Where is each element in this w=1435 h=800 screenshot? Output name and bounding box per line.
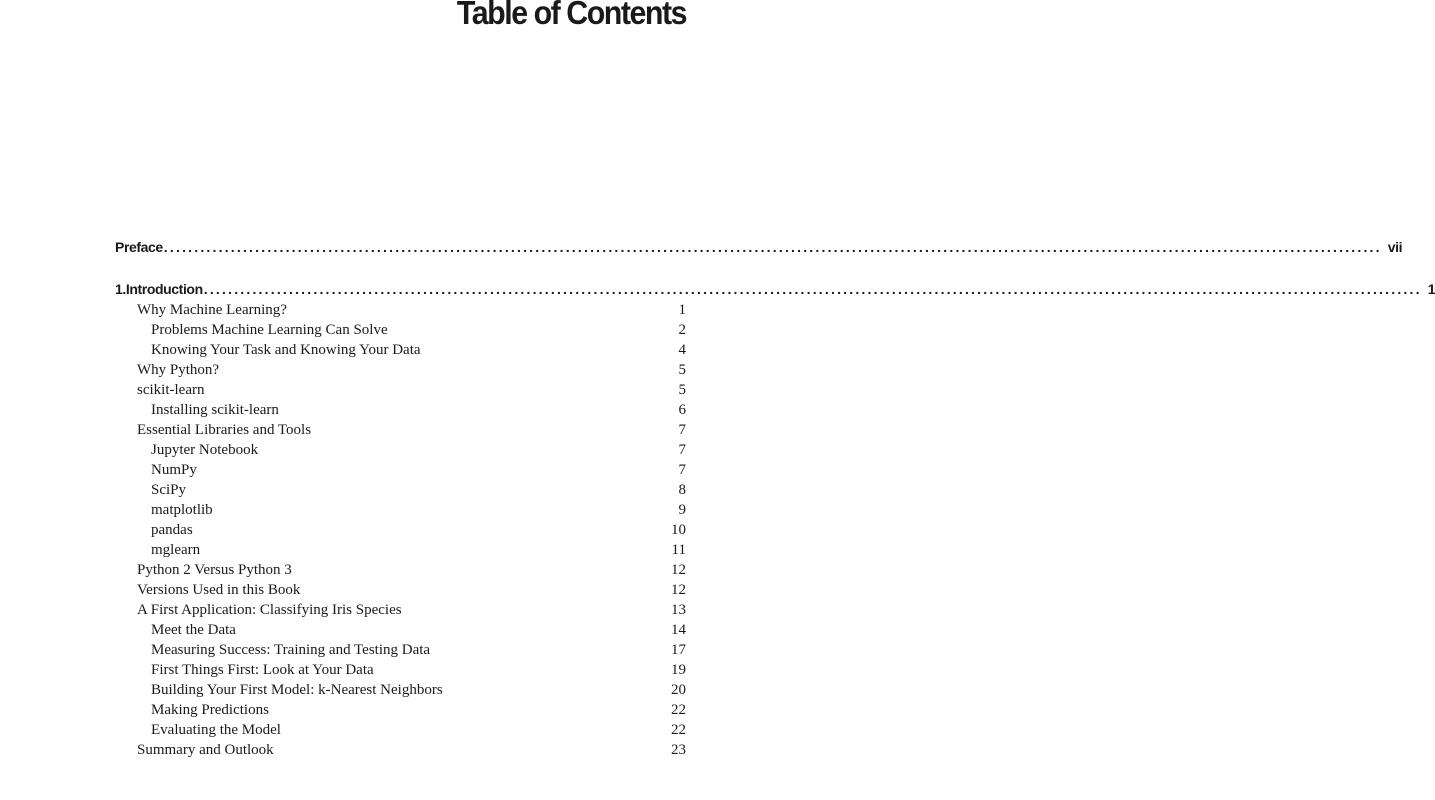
toc-entry-label: Jupyter Notebook (151, 442, 259, 458)
toc-entry-label: Problems Machine Learning Can Solve (151, 322, 388, 338)
toc-entry-page: 23 (671, 742, 686, 758)
toc-entry-label: Python 2 Versus Python 3 (137, 562, 292, 578)
toc-entry-page: vii (1387, 239, 1403, 255)
toc-entry-label: pandas (151, 522, 193, 538)
toc-entry-page: 2 (678, 322, 686, 338)
toc-entry-label: Summary and Outlook (137, 742, 274, 758)
toc-entry[interactable] (115, 600, 686, 620)
toc-entry-label: Why Python? (137, 362, 220, 378)
toc-entry[interactable] (115, 420, 686, 440)
toc-entry-label: Making Predictions (151, 702, 269, 718)
toc-entry-page: 19 (671, 662, 686, 678)
toc-entry-page: 6 (678, 402, 686, 418)
toc-entry-page: 22 (671, 722, 686, 738)
toc-entry-page: 7 (678, 422, 686, 438)
toc-entry-label: matplotlib (151, 502, 213, 518)
toc-entry[interactable] (115, 400, 686, 420)
toc-entry-page: 7 (678, 462, 686, 478)
toc-entry-page: 10 (671, 522, 686, 538)
toc-entry-label: mglearn (151, 542, 201, 558)
toc-entry-page: 14 (671, 622, 686, 638)
toc-entry-page: 7 (678, 442, 686, 458)
toc-entry[interactable] (115, 720, 686, 740)
toc-entry-page: 12 (671, 582, 686, 598)
toc-entry-preface[interactable] (115, 239, 1403, 259)
toc-entry-label: Knowing Your Task and Knowing Your Data (151, 342, 421, 358)
toc-entry[interactable] (115, 540, 686, 560)
toc-entry[interactable] (115, 380, 686, 400)
toc-entry-label: Essential Libraries and Tools (137, 422, 312, 438)
page-title: Table of Contents (456, 0, 686, 31)
dot-leader: ........................................................................................................................................................................................................ (203, 281, 1422, 297)
toc-entry-label: Evaluating the Model (151, 722, 281, 738)
toc-entry-page: 1 (1427, 281, 1435, 297)
toc-section-list (115, 300, 686, 760)
toc-entry[interactable] (115, 580, 686, 600)
dot-leader: ........................................................................................................................................................................................................ (163, 239, 1382, 255)
toc-entry-page: 5 (678, 362, 686, 378)
toc-entry[interactable] (115, 640, 686, 660)
chapter-number: 1. (115, 281, 126, 297)
toc-entry-page: 12 (671, 562, 686, 578)
toc-entry-label: SciPy (151, 482, 187, 498)
toc-entry-page: 13 (671, 602, 686, 618)
toc-entry[interactable] (115, 660, 686, 680)
toc-entry-page: 9 (678, 502, 686, 518)
toc-entry[interactable] (115, 680, 686, 700)
toc-entry-chapter-1[interactable] (115, 281, 1435, 301)
toc-entry-label: Why Machine Learning? (137, 302, 287, 318)
toc-entry[interactable] (115, 440, 686, 460)
toc-entry-label: Versions Used in this Book (137, 582, 301, 598)
toc-entry-label: scikit-learn (137, 382, 205, 398)
toc-entry[interactable] (115, 740, 686, 760)
toc-entry-label: First Things First: Look at Your Data (151, 662, 374, 678)
toc-entry-page: 22 (671, 702, 686, 718)
toc-entry[interactable] (115, 480, 686, 500)
toc-entry[interactable] (115, 340, 686, 360)
toc-entry-label: Installing scikit-learn (151, 402, 279, 418)
toc-entry-label: Meet the Data (151, 622, 236, 638)
toc-entry[interactable] (115, 300, 686, 320)
toc-entry-page: 20 (671, 682, 686, 698)
toc-entry[interactable] (115, 460, 686, 480)
toc-entry-label: A First Application: Classifying Iris Species (137, 602, 402, 618)
toc-entry-page: 8 (678, 482, 686, 498)
toc-entry[interactable] (115, 560, 686, 580)
toc-entry-label: Introduction (125, 281, 203, 297)
toc-entry-label: NumPy (151, 462, 197, 478)
toc-entry[interactable] (115, 320, 686, 340)
toc-entry[interactable] (115, 520, 686, 540)
toc-entry-label: Building Your First Model: k-Nearest Neighbors (151, 682, 443, 698)
toc-entry-page: 1 (678, 302, 686, 318)
toc-entry-page: 17 (671, 642, 686, 658)
toc-entry[interactable] (115, 700, 686, 720)
toc-entry-page: 11 (671, 542, 686, 558)
toc-entry[interactable] (115, 620, 686, 640)
toc-entry-page: 4 (678, 342, 686, 358)
toc-entry[interactable] (115, 360, 686, 380)
toc-entry-label: Preface (115, 239, 163, 255)
toc-entry-page: 5 (678, 382, 686, 398)
toc-entry[interactable] (115, 500, 686, 520)
toc-entry-label: Measuring Success: Training and Testing Data (151, 642, 431, 658)
